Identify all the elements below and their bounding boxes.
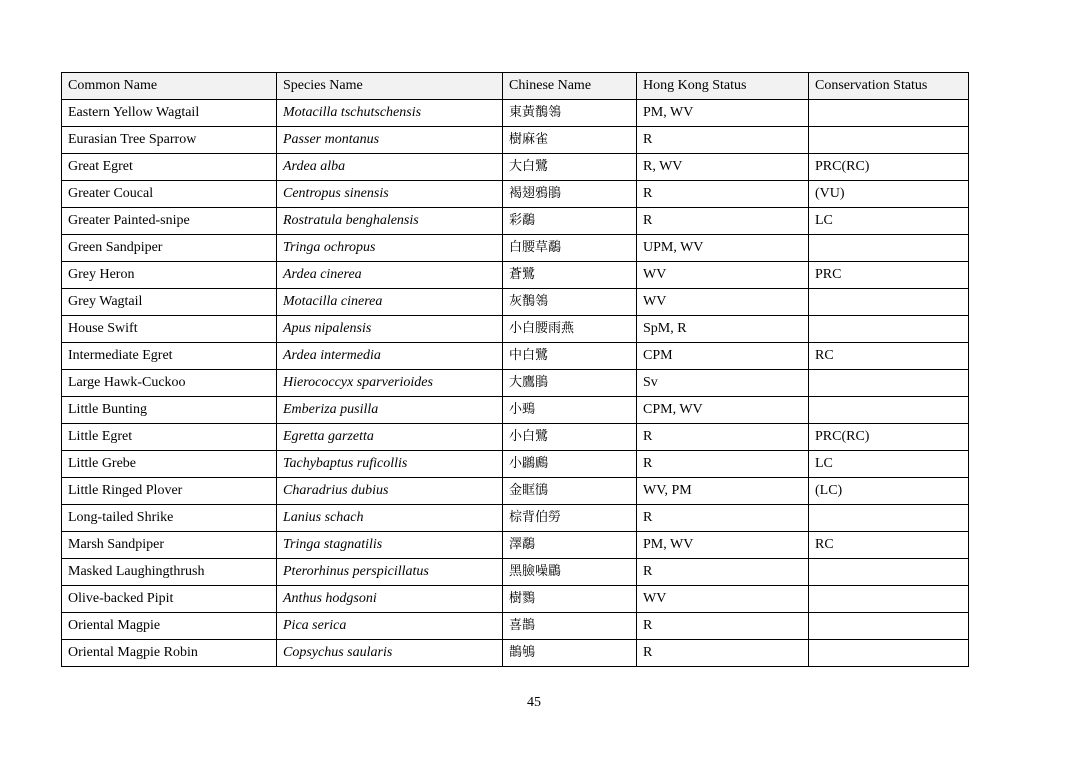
- cell-common-name: Grey Wagtail: [62, 289, 277, 316]
- table-row: [62, 640, 969, 667]
- cell-conservation-status: [809, 370, 969, 397]
- cell-species-name: Pterorhinus perspicillatus: [277, 559, 503, 586]
- table-row: [62, 559, 969, 586]
- table-row: [62, 127, 969, 154]
- table-row: [62, 262, 969, 289]
- cell-hong-kong-status: WV: [637, 586, 809, 613]
- cell-common-name: Olive-backed Pipit: [62, 586, 277, 613]
- cell-hong-kong-status: R: [637, 640, 809, 667]
- cell-species-name: Passer montanus: [277, 127, 503, 154]
- cell-chinese-name: 東黃鶺鴒: [503, 100, 637, 127]
- cell-common-name: House Swift: [62, 316, 277, 343]
- page-number: 45: [527, 695, 541, 710]
- cell-hong-kong-status: UPM, WV: [637, 235, 809, 262]
- cell-common-name: Masked Laughingthrush: [62, 559, 277, 586]
- table-body: [62, 100, 969, 667]
- cell-common-name: Great Egret: [62, 154, 277, 181]
- cell-common-name: Greater Painted-snipe: [62, 208, 277, 235]
- table-row: [62, 532, 969, 559]
- cell-common-name: Little Bunting: [62, 397, 277, 424]
- cell-common-name: Marsh Sandpiper: [62, 532, 277, 559]
- cell-chinese-name: 澤鷸: [503, 532, 637, 559]
- cell-species-name: Ardea alba: [277, 154, 503, 181]
- cell-species-name: Ardea intermedia: [277, 343, 503, 370]
- header-hong-kong-status: Hong Kong Status: [637, 73, 809, 100]
- cell-species-name: Motacilla cinerea: [277, 289, 503, 316]
- cell-species-name: Apus nipalensis: [277, 316, 503, 343]
- cell-species-name: Motacilla tschutschensis: [277, 100, 503, 127]
- cell-hong-kong-status: WV: [637, 289, 809, 316]
- table-row: [62, 316, 969, 343]
- cell-conservation-status: PRC(RC): [809, 424, 969, 451]
- cell-species-name: Lanius schach: [277, 505, 503, 532]
- cell-chinese-name: 褐翅鴉鵑: [503, 181, 637, 208]
- cell-species-name: Egretta garzetta: [277, 424, 503, 451]
- cell-common-name: Eurasian Tree Sparrow: [62, 127, 277, 154]
- cell-common-name: Long-tailed Shrike: [62, 505, 277, 532]
- cell-chinese-name: 中白鷺: [503, 343, 637, 370]
- table-row: [62, 451, 969, 478]
- cell-conservation-status: PRC(RC): [809, 154, 969, 181]
- cell-common-name: Greater Coucal: [62, 181, 277, 208]
- header-conservation-status: Conservation Status: [809, 73, 969, 100]
- cell-hong-kong-status: PM, WV: [637, 532, 809, 559]
- table-header: [62, 73, 969, 100]
- cell-common-name: Large Hawk-Cuckoo: [62, 370, 277, 397]
- cell-hong-kong-status: WV: [637, 262, 809, 289]
- table-row: [62, 154, 969, 181]
- cell-common-name: Little Ringed Plover: [62, 478, 277, 505]
- cell-chinese-name: 大鷹鵑: [503, 370, 637, 397]
- cell-conservation-status: [809, 127, 969, 154]
- table-row: [62, 586, 969, 613]
- cell-chinese-name: 鵲鴝: [503, 640, 637, 667]
- cell-species-name: Ardea cinerea: [277, 262, 503, 289]
- cell-species-name: Tachybaptus ruficollis: [277, 451, 503, 478]
- cell-chinese-name: 灰鶺鴒: [503, 289, 637, 316]
- table-row: [62, 478, 969, 505]
- cell-chinese-name: 樹鷚: [503, 586, 637, 613]
- cell-conservation-status: (VU): [809, 181, 969, 208]
- cell-hong-kong-status: R: [637, 613, 809, 640]
- cell-common-name: Oriental Magpie Robin: [62, 640, 277, 667]
- table-row: [62, 235, 969, 262]
- cell-chinese-name: 小鸊鷉: [503, 451, 637, 478]
- cell-hong-kong-status: CPM, WV: [637, 397, 809, 424]
- cell-species-name: Pica serica: [277, 613, 503, 640]
- cell-hong-kong-status: CPM: [637, 343, 809, 370]
- table-row: [62, 343, 969, 370]
- table-row: [62, 397, 969, 424]
- cell-conservation-status: [809, 586, 969, 613]
- cell-species-name: Charadrius dubius: [277, 478, 503, 505]
- cell-chinese-name: 小白腰雨燕: [503, 316, 637, 343]
- cell-hong-kong-status: R: [637, 127, 809, 154]
- cell-species-name: Tringa ochropus: [277, 235, 503, 262]
- header-species-name: Species Name: [277, 73, 503, 100]
- table-row: [62, 289, 969, 316]
- cell-common-name: Eastern Yellow Wagtail: [62, 100, 277, 127]
- cell-conservation-status: [809, 640, 969, 667]
- cell-conservation-status: [809, 559, 969, 586]
- cell-hong-kong-status: R, WV: [637, 154, 809, 181]
- cell-chinese-name: 蒼鷺: [503, 262, 637, 289]
- cell-chinese-name: 喜鵲: [503, 613, 637, 640]
- table-row: [62, 100, 969, 127]
- cell-conservation-status: [809, 289, 969, 316]
- cell-conservation-status: LC: [809, 208, 969, 235]
- cell-hong-kong-status: R: [637, 424, 809, 451]
- cell-hong-kong-status: R: [637, 505, 809, 532]
- cell-hong-kong-status: R: [637, 451, 809, 478]
- cell-conservation-status: RC: [809, 343, 969, 370]
- cell-species-name: Tringa stagnatilis: [277, 532, 503, 559]
- cell-hong-kong-status: Sv: [637, 370, 809, 397]
- cell-conservation-status: [809, 316, 969, 343]
- cell-common-name: Little Egret: [62, 424, 277, 451]
- table-row: [62, 208, 969, 235]
- table-row: [62, 181, 969, 208]
- cell-common-name: Oriental Magpie: [62, 613, 277, 640]
- cell-conservation-status: [809, 613, 969, 640]
- cell-hong-kong-status: R: [637, 559, 809, 586]
- cell-species-name: Emberiza pusilla: [277, 397, 503, 424]
- cell-hong-kong-status: WV, PM: [637, 478, 809, 505]
- cell-chinese-name: 小鵐: [503, 397, 637, 424]
- cell-common-name: Green Sandpiper: [62, 235, 277, 262]
- cell-hong-kong-status: SpM, R: [637, 316, 809, 343]
- cell-chinese-name: 金眶鴴: [503, 478, 637, 505]
- cell-species-name: Hierococcyx sparverioides: [277, 370, 503, 397]
- header-row: [62, 73, 969, 100]
- cell-common-name: Intermediate Egret: [62, 343, 277, 370]
- cell-chinese-name: 白腰草鷸: [503, 235, 637, 262]
- cell-conservation-status: RC: [809, 532, 969, 559]
- table-row: [62, 370, 969, 397]
- cell-chinese-name: 小白鷺: [503, 424, 637, 451]
- table-row: [62, 505, 969, 532]
- cell-chinese-name: 大白鷺: [503, 154, 637, 181]
- cell-conservation-status: [809, 505, 969, 532]
- cell-common-name: Grey Heron: [62, 262, 277, 289]
- header-common-name: Common Name: [62, 73, 277, 100]
- cell-conservation-status: LC: [809, 451, 969, 478]
- cell-conservation-status: [809, 100, 969, 127]
- cell-conservation-status: [809, 397, 969, 424]
- cell-hong-kong-status: PM, WV: [637, 100, 809, 127]
- cell-chinese-name: 黑臉噪鶥: [503, 559, 637, 586]
- cell-species-name: Centropus sinensis: [277, 181, 503, 208]
- cell-species-name: Copsychus saularis: [277, 640, 503, 667]
- header-chinese-name: Chinese Name: [503, 73, 637, 100]
- cell-conservation-status: (LC): [809, 478, 969, 505]
- cell-hong-kong-status: R: [637, 208, 809, 235]
- cell-common-name: Little Grebe: [62, 451, 277, 478]
- cell-species-name: Anthus hodgsoni: [277, 586, 503, 613]
- cell-species-name: Rostratula benghalensis: [277, 208, 503, 235]
- cell-conservation-status: [809, 235, 969, 262]
- cell-hong-kong-status: R: [637, 181, 809, 208]
- cell-chinese-name: 樹麻雀: [503, 127, 637, 154]
- cell-chinese-name: 棕背伯勞: [503, 505, 637, 532]
- cell-conservation-status: PRC: [809, 262, 969, 289]
- species-table: [61, 72, 969, 667]
- table-row: [62, 613, 969, 640]
- cell-chinese-name: 彩鷸: [503, 208, 637, 235]
- table-row: [62, 424, 969, 451]
